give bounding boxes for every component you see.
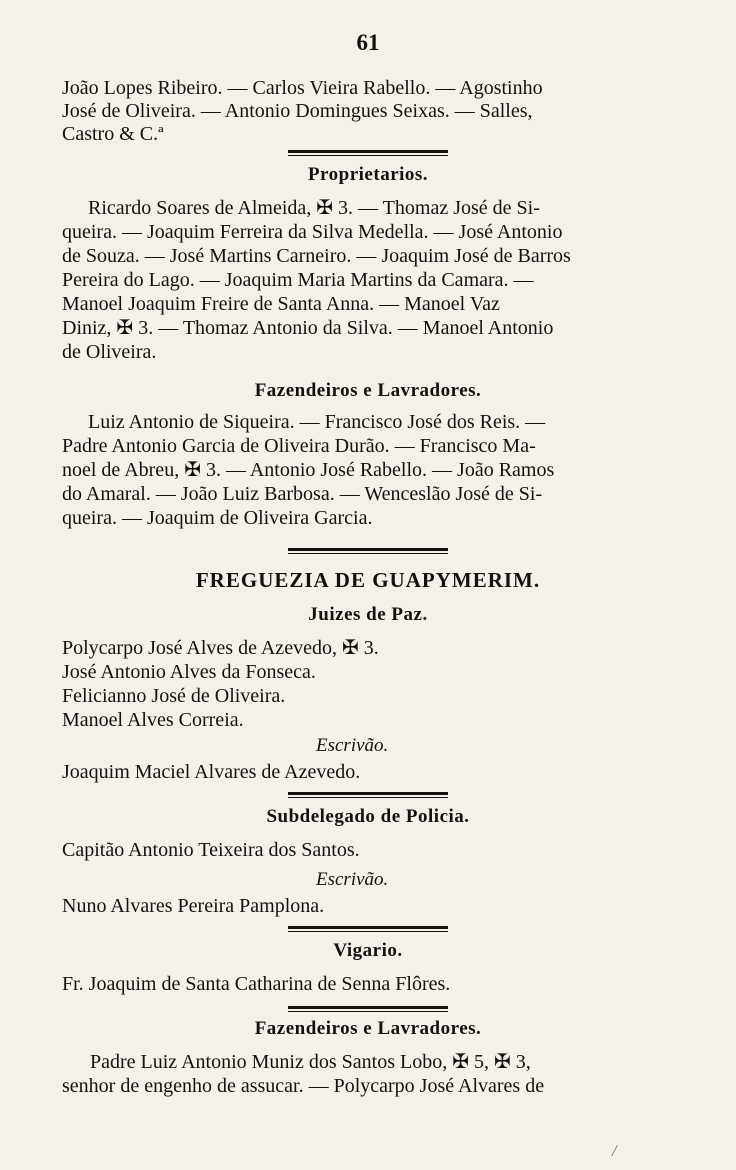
text-line: Luiz Antonio de Siqueira. — Francisco José dos Reis. — [88,411,546,433]
section-divider [288,548,448,551]
text-line: noel de Abreu, ✠ 3. — Antonio José Rabello. — João Ramos [62,459,555,481]
section-heading: Juizes de Paz. [308,604,428,625]
text-line: Capitão Antonio Teixeira dos Santos. [62,839,360,861]
role-label: Escrivão. [316,869,389,890]
text-line: Manoel Alves Correia. [62,709,244,731]
section-heading: Vigario. [333,940,403,961]
text-line: senhor de engenho de assucar. — Polycarpo José Alvares de [62,1075,545,1097]
text-line: Ricardo Soares de Almeida, ✠ 3. — Thomaz José de Si- [88,197,540,219]
role-label: Escrivão. [316,735,389,756]
text-line: Diniz, ✠ 3. — Thomaz Antonio da Silva. — Manoel Antonio [62,317,554,339]
text-line: Padre Antonio Garcia de Oliveira Durão. — Francisco Ma- [62,435,536,457]
section-heading: Fazendeiros e Lavradores. [254,380,482,401]
text-line: José Antonio Alves da Fonseca. [62,661,316,683]
text-line: de Oliveira. [62,341,157,363]
text-line: Fr. Joaquim de Santa Catharina de Senna Flôres. [62,973,451,995]
text-line: Joaquim Maciel Alvares de Azevedo. [62,761,361,783]
text-line: queira. — Joaquim Ferreira da Silva Medella. — José Antonio [62,221,563,243]
text-line: Pereira do Lago. — Joaquim Maria Martins da Camara. — [62,269,534,291]
text-line: Nuno Alvares Pereira Pamplona. [62,895,325,917]
section-divider [288,792,448,795]
margin-mark: / [612,1143,617,1160]
section-heading: Subdelegado de Policia. [266,806,470,827]
text-line: José de Oliveira. — Antonio Domingues Seixas. — Salles, [62,100,533,122]
section-divider [288,150,448,153]
text-line: de Souza. — José Martins Carneiro. — Joaquim José de Barros [62,245,571,267]
text-line: Manoel Joaquim Freire de Santa Anna. — Manoel Vaz [62,293,500,315]
text-line: João Lopes Ribeiro. — Carlos Vieira Rabello. — Agostinho [62,77,543,99]
text-line: Polycarpo José Alves de Azevedo, ✠ 3. [62,637,379,659]
section-heading: Fazendeiros e Lavradores. [254,1018,482,1039]
section-divider [288,926,448,929]
parish-title: FREGUEZIA DE GUAPYMERIM. [195,568,541,592]
text-line: queira. — Joaquim de Oliveira Garcia. [62,507,373,529]
text-line: do Amaral. — João Luiz Barbosa. — Wenceslão José de Si- [62,483,543,505]
section-heading: Proprietarios. [307,164,429,185]
page-number: 61 [356,30,380,55]
text-line: Padre Luiz Antonio Muniz dos Santos Lobo, ✠ 5, ✠ 3, [90,1051,531,1073]
text-line: Felicianno José de Oliveira. [62,685,286,707]
section-divider [288,1006,448,1009]
text-line: Castro & C.ª [62,123,164,145]
